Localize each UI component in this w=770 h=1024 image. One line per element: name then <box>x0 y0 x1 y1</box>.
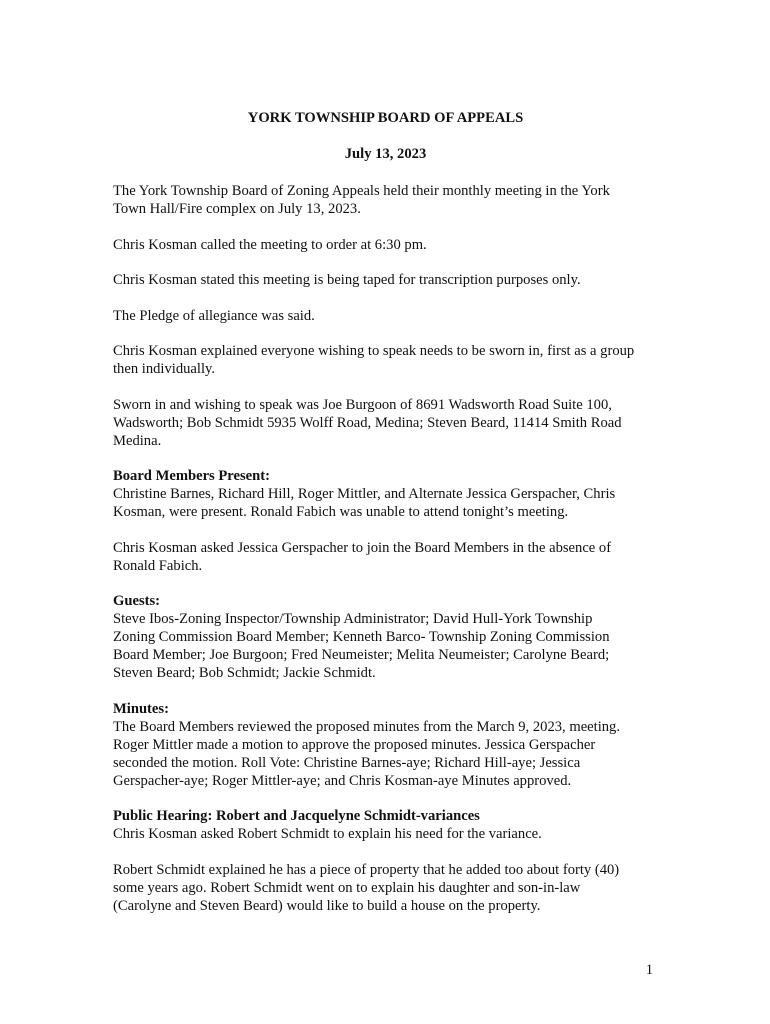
call-to-order-paragraph: Chris Kosman called the meeting to order at 6:30 pm. <box>113 236 427 253</box>
board-members-heading: Board Members Present: <box>113 468 270 484</box>
minutes-body: The Board Members reviewed the proposed minutes from the March 9, 2023, meeting. Roger Mittler made a motion to approve the proposed minutes. Jessica Gerspacher seconded the motion. Roll Vote: Christine Barnes-aye; Richard Hill-aye; Jessica Gerspacher-aye; Roger Mittler-aye; and Chris Kosman-aye Minutes approved. <box>113 718 620 789</box>
board-members-body: Christine Barnes, Richard Hill, Roger Mittler, and Alternate Jessica Gerspacher, Chris Kosman, were present. Ronald Fabich was unable to attend tonight’s meeting. <box>113 486 616 520</box>
pledge-paragraph: The Pledge of allegiance was said. <box>113 307 315 324</box>
guests-body: Steve Ibos-Zoning Inspector/Township Administrator; David Hull-York Township Zoning Commission Board Member; Kenneth Barco- Township Zoning Commission Board Member; Joe Burgoon; Fred Neumeister; Melita Neumeister; Carolyne Beard; Steven Beard; Bob Schmidt; Jackie Schmidt. <box>113 611 610 681</box>
taping-notice-paragraph: Chris Kosman stated this meeting is being taped for transcription purposes only. <box>113 272 581 288</box>
guests-heading: Guests: <box>113 593 161 609</box>
intro-paragraph: The York Township Board of Zoning Appeals held their monthly meeting in the York Town Hall/Fire complex on July 13, 2023. <box>113 183 610 217</box>
minutes-heading: Minutes: <box>113 700 169 717</box>
public-hearing-heading: Public Hearing: Robert and Jacquelyne Schmidt-variances <box>113 808 480 824</box>
board-note-paragraph: Chris Kosman asked Jessica Gerspacher to join the Board Members in the absence of Ronald Fabich. <box>113 539 612 574</box>
document-body <box>113 109 658 932</box>
public-hearing-body: Chris Kosman asked Robert Schmidt to explain his need for the variance. <box>113 826 542 842</box>
sworn-in-speakers-paragraph: Sworn in and wishing to speak was Joe Burgoon of 8691 Wadsworth Road Suite 100, Wadsworth; Bob Schmidt 5935 Wolff Road, Medina; Steven Beard, 11414 Smith Road Medina. <box>113 396 622 449</box>
closing-paragraph: Robert Schmidt explained he has a piece of property that he added too about forty (40) some years ago. Robert Schmidt went on to explain his daughter and son-in-law (Carolyne and Steven Beard) would like to build a house on the property. <box>113 861 620 914</box>
page-number: 1 <box>645 962 653 978</box>
meeting-date: July 13, 2023 <box>344 146 427 162</box>
sworn-in-instruction-paragraph: Chris Kosman explained everyone wishing to speak needs to be sworn in, first as a group then individually. <box>113 343 635 377</box>
document-title: YORK TOWNSHIP BOARD OF APPEALS <box>247 110 524 126</box>
